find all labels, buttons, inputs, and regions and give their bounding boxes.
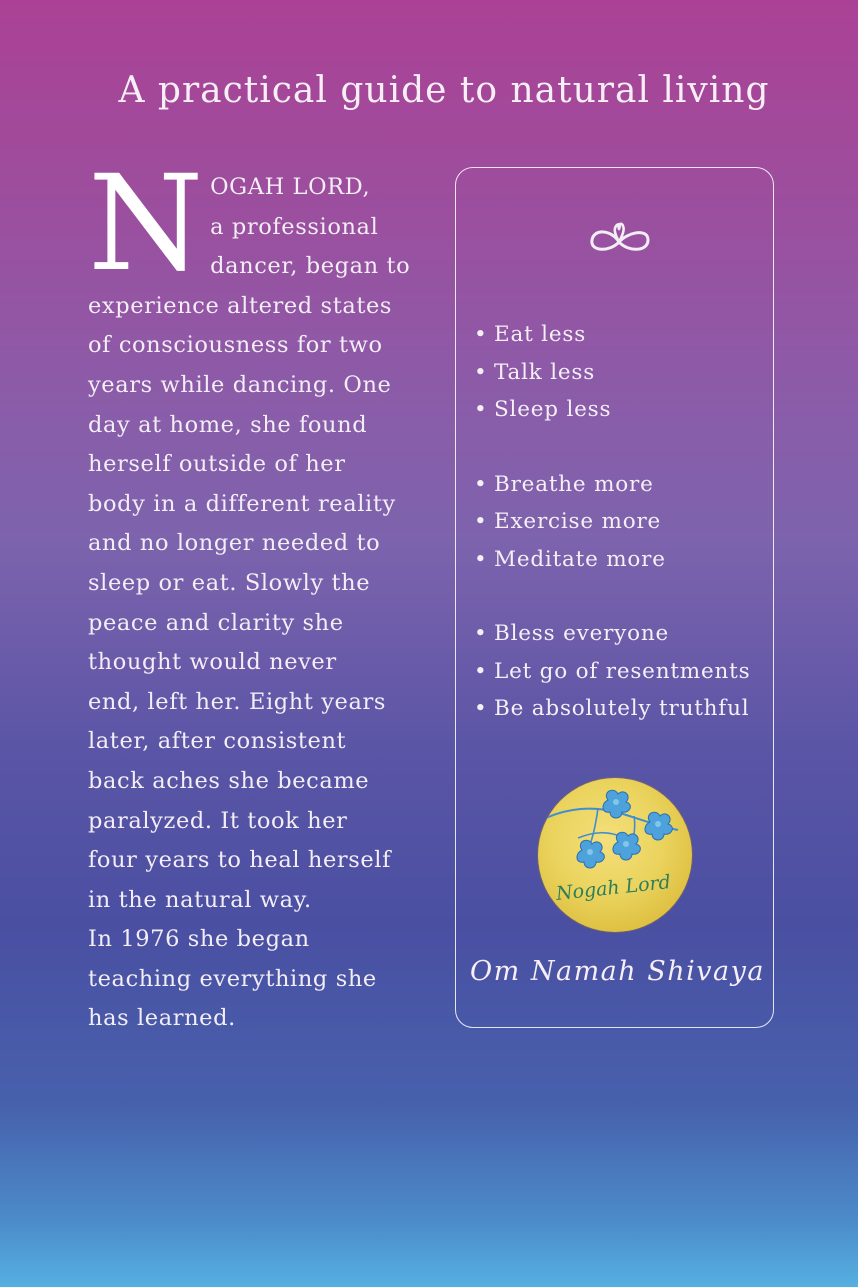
bullet: • [474, 658, 488, 684]
author-seal-logo [538, 778, 692, 932]
tip-text: Be absolutely truthful [494, 696, 750, 721]
bullet: • [474, 509, 488, 534]
bullet: • [474, 546, 488, 572]
tip-text: Meditate more [494, 546, 666, 572]
bio-line: thought would never [88, 649, 337, 676]
bio-line: years while dancing. One [88, 371, 392, 398]
list-item [474, 316, 774, 354]
guidance-card [455, 167, 774, 1028]
bio-line: end, left her. Eight years [88, 688, 386, 715]
tip-group-more [474, 466, 774, 579]
list-item [474, 503, 774, 541]
list-item [474, 690, 774, 728]
author-bio [88, 147, 433, 1039]
tip-text: Sleep less [494, 397, 612, 422]
bio-line: back aches she became [88, 767, 370, 794]
bio-line: sleep or eat. Slowly the [88, 569, 371, 596]
bullet: • [474, 322, 488, 347]
bio-line: teaching everything she [88, 965, 377, 992]
infinity-heart-icon [586, 220, 652, 260]
bio-line: OGAH LORD, [210, 174, 371, 200]
list-item [474, 466, 774, 504]
bio-line: dancer, began to [210, 253, 411, 280]
mantra: Om Namah Shivaya [470, 956, 765, 987]
tip-text: Breathe more [494, 471, 654, 497]
bio-line: experience altered states [88, 292, 393, 319]
bio-line: a professional [210, 213, 379, 240]
tip-text: Eat less [494, 322, 587, 347]
headline: A practical guide to natural living [118, 70, 770, 111]
list-item [474, 615, 774, 653]
bio-line: herself outside of her [88, 451, 346, 478]
bio-line: later, after consistent [88, 728, 347, 755]
tip-text: Talk less [494, 359, 596, 385]
seal-signature: Nogah Lord [554, 871, 672, 905]
drop-cap: N [88, 147, 205, 301]
bio-line: and no longer needed to [88, 530, 381, 557]
bullet: • [474, 696, 488, 721]
bio-line: day at home, she found [88, 411, 368, 438]
leaf-branch-icon [538, 778, 692, 932]
tip-text: Exercise more [494, 509, 662, 534]
bullet: • [474, 359, 488, 385]
bio-line: paralyzed. It took her [88, 807, 348, 834]
bullet: • [474, 397, 488, 422]
bullet: • [474, 471, 488, 497]
tip-group-less [474, 316, 774, 429]
tip-text: Let go of resentments [494, 658, 751, 684]
list-item [474, 653, 774, 691]
bio-line: has learned. [88, 1005, 236, 1032]
bio-line: peace and clarity she [88, 609, 344, 636]
list-item [474, 391, 774, 429]
tips-list [474, 316, 774, 765]
bio-line: four years to heal herself [88, 847, 392, 874]
bio-line: of consciousness for two [88, 332, 383, 359]
bio-line: body in a different reality [88, 490, 396, 517]
bio-line: in the natural way. [88, 886, 312, 913]
list-item [474, 541, 774, 579]
tip-text: Bless everyone [494, 621, 670, 646]
bio-line: In 1976 she began [88, 926, 310, 953]
tip-group-virtues [474, 615, 774, 728]
list-item [474, 354, 774, 392]
bullet: • [474, 621, 488, 646]
